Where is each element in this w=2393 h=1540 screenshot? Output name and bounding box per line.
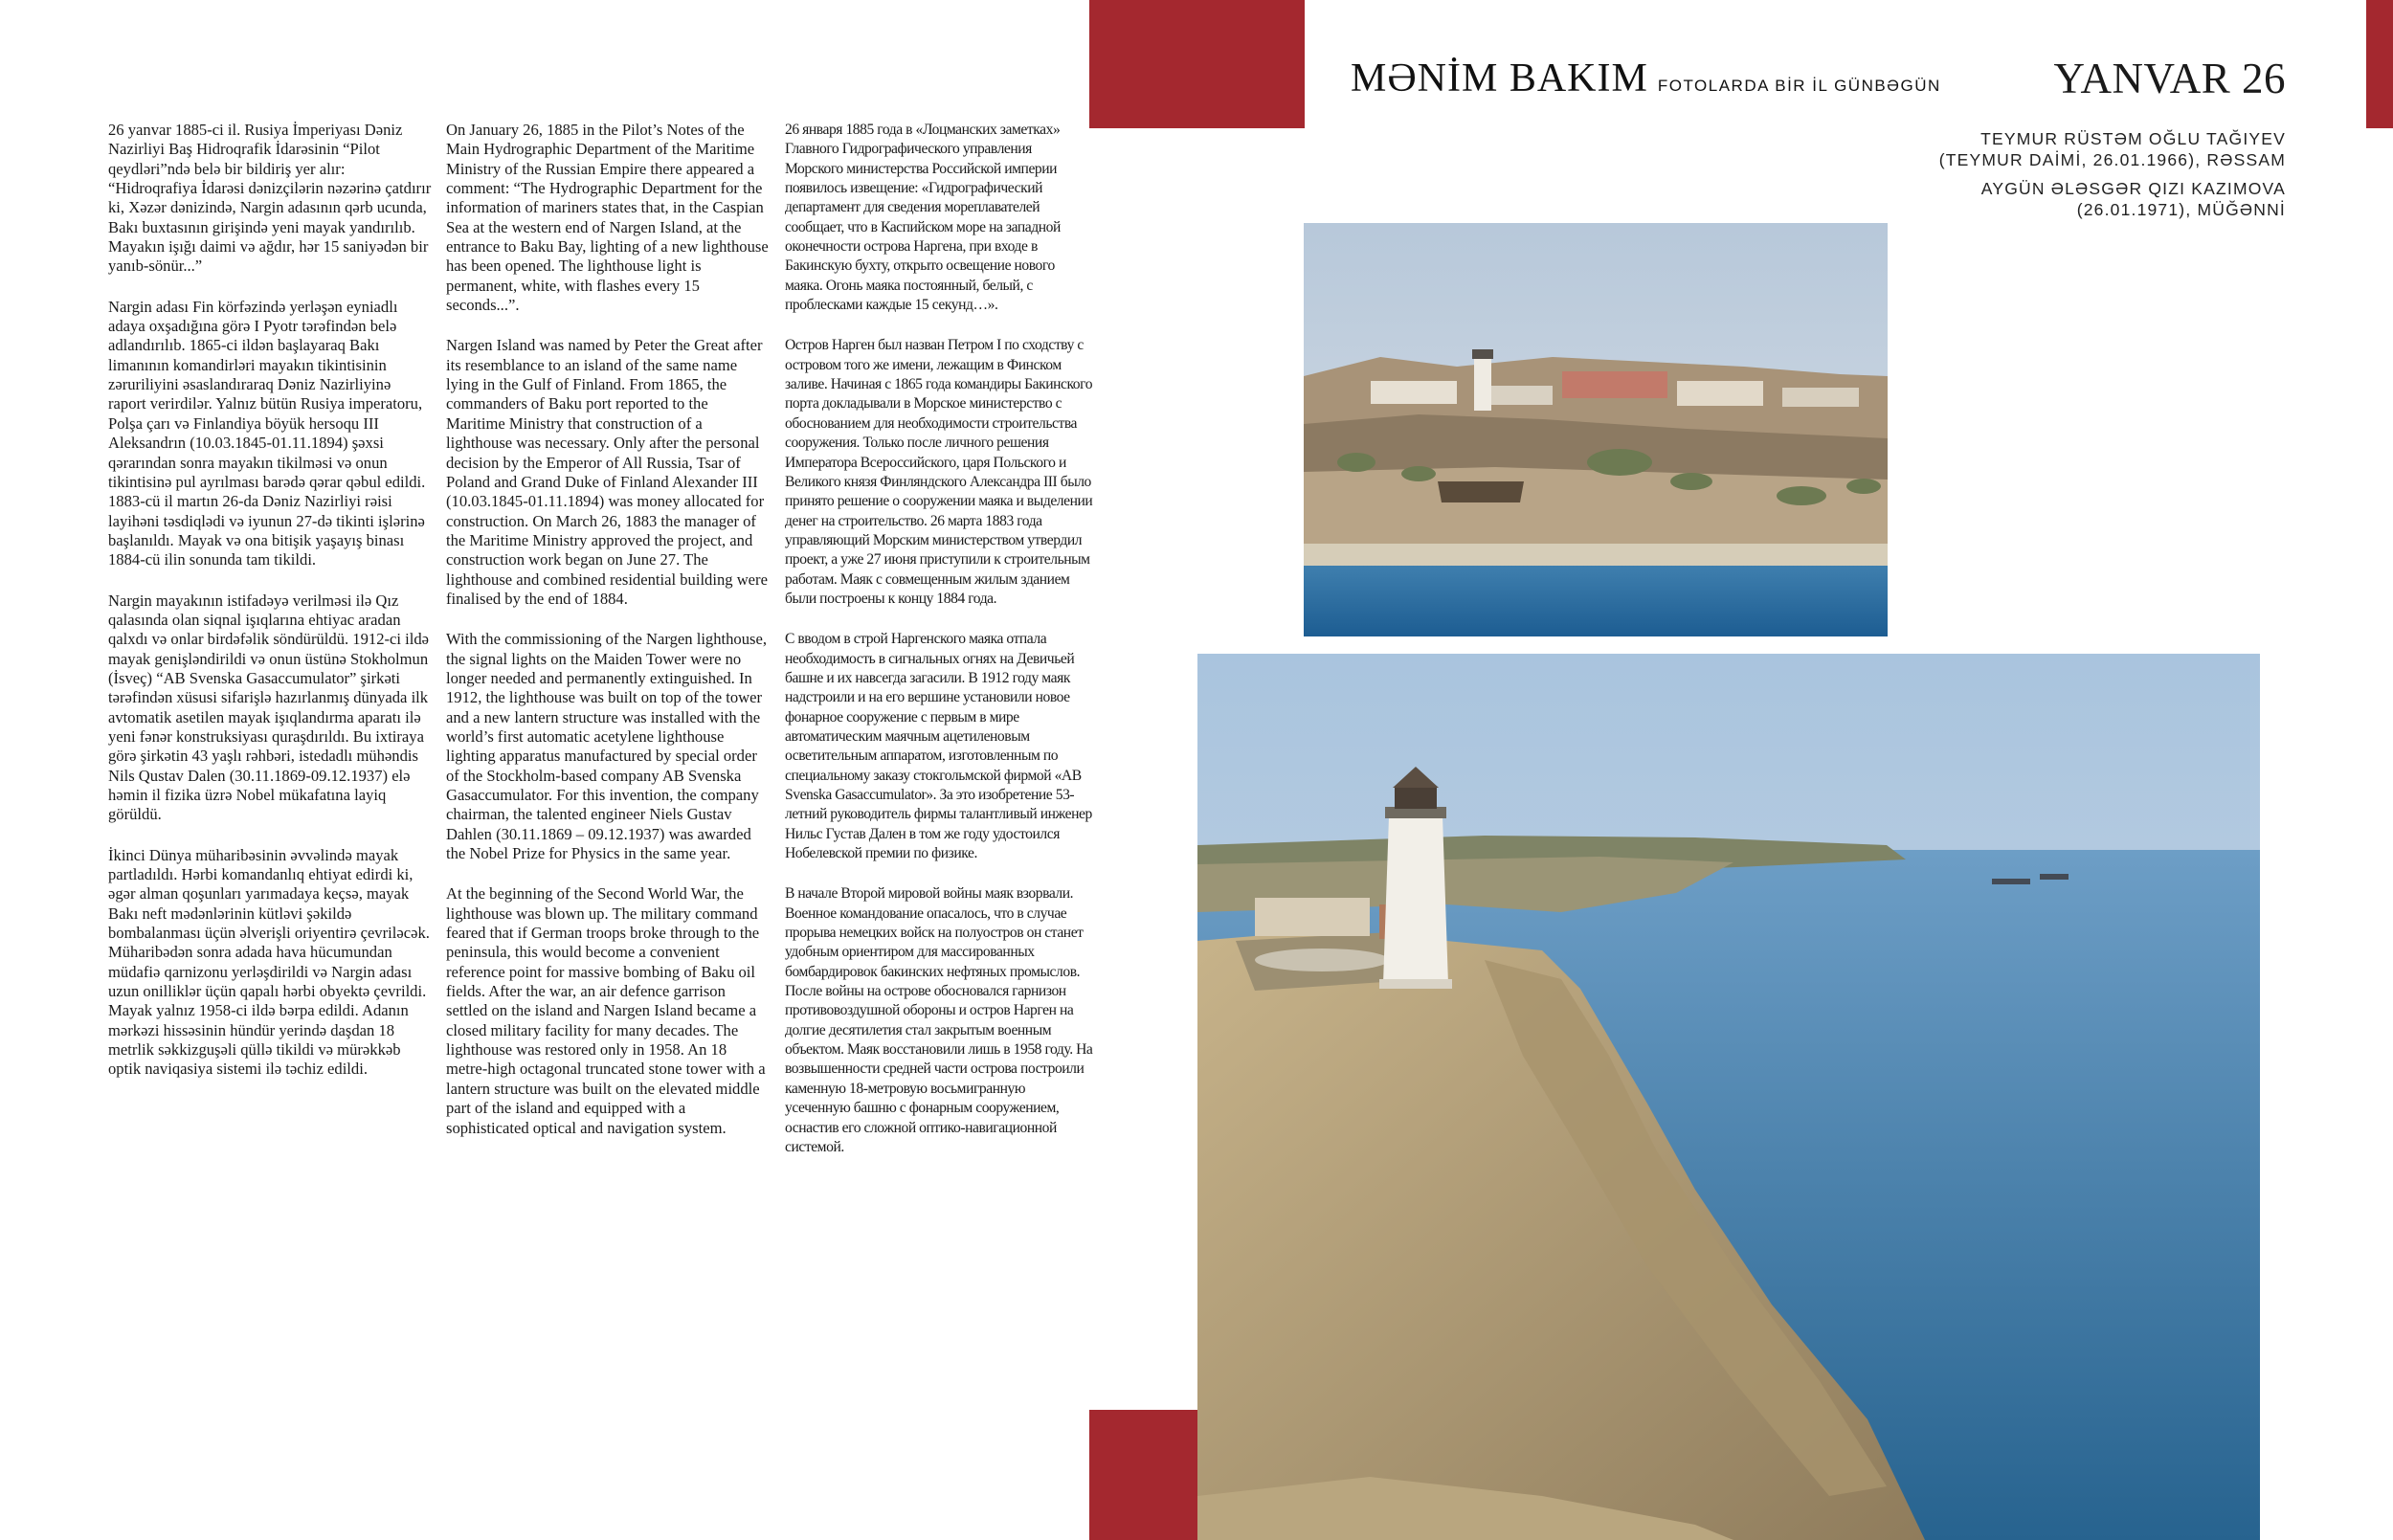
paragraph: Nargin adası Fin körfəzində yerləşən eyniadlı adaya oxşadığına görə I Pyotr tərəfindən belə adlandırılıb. 1865-ci ildən başlayaraq Bakı limanının komandirləri mayakın tikintisinin zəruriliyini əsaslandıraraq Dəniz Nazirliyinə raport verirdilər. Yalnız bütün Rusiya imperatoru, Polşa çarı və Finlandiya böyük hersoqu III Aleksandrın (10.03.1845-01.11.1894) şəxsi qərarından sonra mayakın tikilməsi və onun tikintisinə pul ayrılması barədə qərar qəbul edildi. 1883-cü il martın 26-da Dəniz Nazirliyi rəisi layihəni təsdiqlədi və iyunun 27-də tikinti işlərinə başlanıldı. Mayak və ona bitişik yaşayış binası 1884-cü ilin sonunda tam tikildi. [108,297,426,569]
birthday-name: TEYMUR RÜSTƏM OĞLU TAĞIYEV [1980,129,2286,148]
birthday-details: (26.01.1971), MÜĞƏNNİ [2076,200,2286,219]
red-block-top-center [1089,0,1305,128]
page-date: YANVAR 26 [2053,55,2286,102]
paragraph: Nargin mayakının istifadəyə verilməsi ilə Qız qalasında olan siqnal işıqlarına ehtiyac aradan qalxdı və onlar birdəfəlik söndürüldü. 1912-ci ildə mayak genişləndirildi və onun üstünə Stokholmun (İsveç) “AB Svenska Gasaccumulator” şirkəti tərəfindən xüsusi sifarişlə hazırlanmış dünyada ilk avtomatik asetilen mayak işıqlandırma aparatı ilə yeni fənər konstruksiyası quraşdırıldı. Bu ixtiraya görə şirkətin 43 yaşlı rəhbəri, istedadlı mühəndis Nils Qustav Dalen (30.11.1869-09.12.1937) elə həmin il fizika üzrə Nobel mükafatına layiq görüldü. [108,591,430,824]
paragraph: В начале Второй мировой войны маяк взорвали. Военное командование опасалось, что в случае прорыва немецких войск на полуостров он станет удобным ориентиром для массированных бомбардировок бакинских нефтяных промыслов. После войны на острове обосновался гарнизон противовоздушной обороны и остров Нарген на долгие десятилетия стал закрытым военным объектом. Маяк восстановили лишь в 1958 году. На возвышенности средней части острова построили каменную 18-метровую восьмигранную усеченную башню с фонарным сооружением, оснастив его сложной оптико-навигационной системой. [785,885,1093,1155]
masthead-title: MƏNİM BAKIM [1351,56,1648,100]
paragraph: At the beginning of the Second World War, the lighthouse was blown up. The military command feared that if German troops broke through to the peninsula, this would become a convenient reference point for massive bombing of Baku oil fields. After the war, an air defence garrison settled on the island and Nargen Island became a closed military facility for many decades. The lighthouse was restored only in 1958. An 18 metre-high octagonal truncated stone tower with a lantern structure was built on the elevated middle part of the island and equipped with a sophisticated optical and navigation system. [446,884,766,1137]
paragraph: İkinci Dünya müharibəsinin əvvəlində mayak partladıldı. Hərbi komandanlıq ehtiyat edirdi ki, əgər alman qoşunları yarımadaya keçsə, mayak Bakı neft mədənlərinin kütləvi şəkildə bombalanması üçün əlverişli oriyentirə çevriləcək. Müharibədən sonra adada hava hücumundan müdafiə qarnizonu yerləşdirildi və Nargin adası uzun onilliklər üçün qapalı hərbi obyektə çevrildi. Mayak yalnız 1958-ci ildə bərpa edildi. Adanın mərkəzi hissəsinin hündür yerində daşdan 18 metrlik səkkizguşəli qüllə tikildi və mürəkkəb optik naviqasiya sistemi ilə təchiz edildi. [108,845,430,1079]
paragraph: 26 yanvar 1885-ci il. Rusiya İmperiyası Dəniz Nazirliyi Baş Hidroqrafik İdarəsinin “Pilot qeydləri”ndə belə bir bildiriş yer alır: “Hidroqrafiya İdarəsi dənizçilərin nəzərinə çatdırır ki, Xəzər dənizində, Nargin adasının qərb ucunda, Bakı buxtasının girişində yeni mayak yandırılıb. Mayakın işığı daimi və ağdır, hər 15 saniyədən bir yanıb-sönür...” [108,121,432,276]
paragraph: On January 26, 1885 in the Pilot’s Notes of the Main Hydrographic Department of the Maritime Ministry of the Russian Empire there appeared a comment: “The Hydrographic Department for the information of mariners states that, in the Caspian Sea at the western end of Nargen Island, at the entrance to Baku Bay, lighting of a new lighthouse has been opened. The lighthouse light is permanent, white, with flashes every 15 seconds...”. [446,121,769,315]
birthdays-block [1939,128,2286,228]
photo-coastal-lighthouse [1197,654,2260,1540]
paragraph: С вводом в строй Наргенского маяка отпала необходимость в сигнальных огнях на Девичьей башне и их навсегда загасили. В 1912 году маяк надстроили и на его вершине установили новое фонарное сооружение с первым в мире автоматическим маячным ацетиленовым осветительным аппаратом, изготовленным по специальному заказу стокгольмской фирмой «AB Svenska Gasaccumulator». За это изобретение 53-летний руководитель фирмы талантливый инженер Нильс Густав Дален в том же году удостоился Нобелевской премии по физике. [785,631,1092,862]
photo-island-lighthouse [1304,223,1888,636]
column-azerbaijani [108,121,432,1101]
paragraph: Nargen Island was named by Peter the Great after its resemblance to an island of the same name lying in the Gulf of Finland. From 1865, the commanders of Baku port reported to the Maritime Ministry that construction of a lighthouse was necessary. Only after the personal decision by the Emperor of All Russia, Tsar of Poland and Grand Duke of Finland Alexander III (10.03.1845-01.11.1894) was money allocated for construction. On March 26, 1883 the manager of the Maritime Ministry approved the project, and construction work began on June 27. The lighthouse and combined residential building were finalised by the end of 1884. [446,336,768,608]
masthead [1351,56,1941,101]
paragraph: Остров Нарген был назван Петром I по сходству с островом того же имени, лежащим в Финском заливе. Начиная с 1865 года командиры Бакинского порта докладывали в Морское министерство с обоснованием для необходимости строительства сооружения. Только после личного решения Императора Всероссийского, царя Польского и Великого князя Финляндского Александра III было принято решение о сооружении маяка и выделении денег на строительство. 26 марта 1883 года управляющий Морским министерством утвердил проект, а уже 27 июня приступили к строительным работам. Маяк с совмещенным жилым зданием были построены к концу 1884 года. [785,337,1093,607]
paragraph: 26 января 1885 года в «Лоцманских заметках» Главного Гидрографического управления Морского министерства Российской империи появилось извещение: «Гидрографический департамент для сведения мореплавателей сообщает, что в Каспийском море на западной оконечности острова Наргена, при входе в Бакинскую бухту, открыто освещение нового маяка. Огонь маяка постоянный, белый, с проблесками каждые 15 секунд…». [785,122,1061,314]
column-russian [785,121,1093,1178]
masthead-subtitle: FOTOLARDA BİR İL GÜNBƏGÜN [1657,77,1941,95]
paragraph: With the commissioning of the Nargen lighthouse, the signal lights on the Maiden Tower were no longer needed and permanently extinguished. In 1912, the lighthouse was built on top of the tower and a new lantern structure was installed with the world’s first automatic acetylene lighthouse lighting apparatus manufactured by special order of the Stockholm-based company AB Svenska Gasaccumulator. For this invention, the company chairman, the talented engineer Niels Gustav Dahlen (30.11.1869 – 09.12.1937) was awarded the Nobel Prize for Physics in the same year. [446,630,768,863]
birthday-name: AYGÜN ƏLƏSGƏR QIZI KAZIMOVA [1980,179,2286,198]
red-block-top-right [2366,0,2393,128]
column-english [446,121,770,1159]
birthday-details: (TEYMUR DAİMİ, 26.01.1966), RƏSSAM [1938,150,2286,169]
